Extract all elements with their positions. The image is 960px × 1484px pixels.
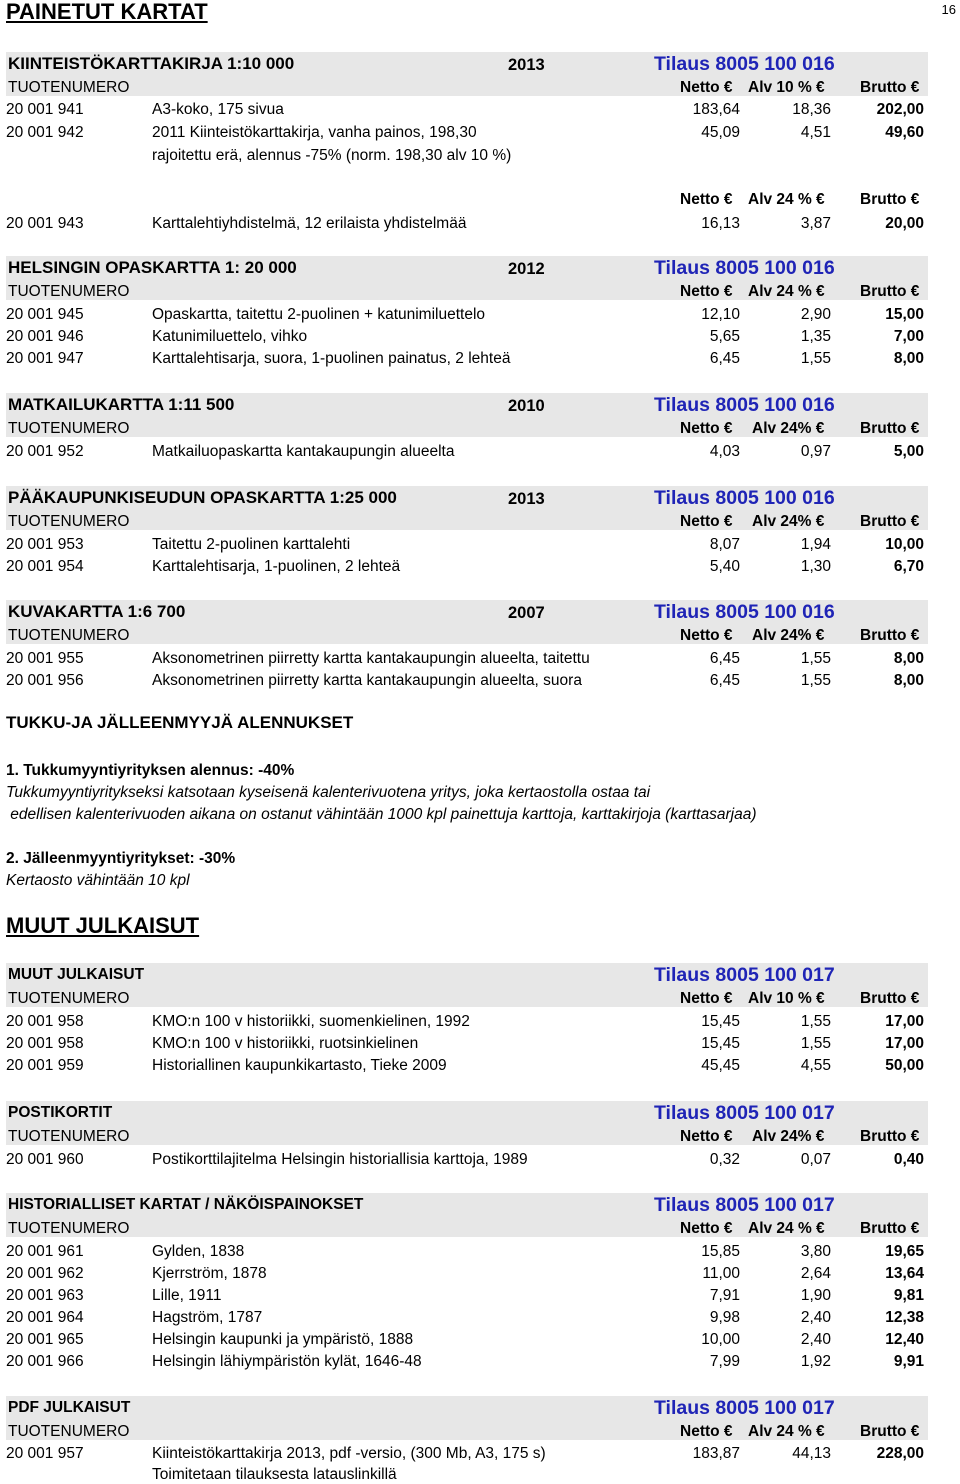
brutto-value: 17,00: [885, 1035, 924, 1052]
section-title: PDF JULKAISUT: [8, 1399, 131, 1416]
section-year: 2012: [508, 260, 545, 278]
column-header-brutto: Brutto €: [860, 1128, 920, 1145]
column-header-netto: Netto €: [680, 1220, 733, 1237]
order-number: Tilaus 8005 100 016: [654, 601, 835, 623]
column-header-netto: Netto €: [680, 1128, 733, 1145]
product-code: 20 001 965: [6, 1331, 84, 1348]
alv-value: 4,51: [800, 124, 831, 141]
product-description: 2011 Kiinteistökarttakirja, vanha painos, 198,30: [152, 124, 477, 141]
brutto-value: 7,00: [893, 328, 924, 345]
product-description-line2: Toimitetaan tilauksesta latauslinkillä: [152, 1466, 397, 1483]
netto-value: 0,32: [709, 1151, 740, 1168]
brutto-value: 202,00: [876, 101, 924, 118]
alv-value: 1,92: [800, 1353, 831, 1370]
alv-value: 1,90: [800, 1287, 831, 1304]
brutto-value: 8,00: [893, 672, 924, 689]
alv-value: 2,40: [800, 1309, 831, 1326]
netto-value: 15,85: [701, 1243, 740, 1260]
order-number: Tilaus 8005 100 017: [654, 1194, 835, 1216]
alv-value: 1,55: [800, 1035, 831, 1052]
product-code: 20 001 966: [6, 1353, 84, 1370]
product-description: Gylden, 1838: [152, 1243, 245, 1260]
section-title: POSTIKORTIT: [8, 1104, 113, 1121]
alv-value: 1,55: [800, 650, 831, 667]
alv-value: 2,90: [800, 306, 831, 323]
alv-value: 3,80: [800, 1243, 831, 1260]
column-header-alv: Alv 24% €: [752, 420, 825, 437]
column-header-netto: Netto €: [680, 79, 733, 96]
product-code: 20 001 958: [6, 1035, 84, 1052]
alv-value: 4,55: [800, 1057, 831, 1074]
netto-value: 15,45: [701, 1035, 740, 1052]
product-code: 20 001 959: [6, 1057, 84, 1074]
column-header-brutto: Brutto €: [860, 627, 920, 644]
brutto-value: 19,65: [885, 1243, 924, 1260]
netto-value: 45,09: [701, 124, 740, 141]
product-code: 20 001 942: [6, 124, 84, 141]
product-description: Lille, 1911: [152, 1287, 222, 1304]
alv-value: 1,55: [800, 350, 831, 367]
product-code: 20 001 954: [6, 558, 84, 575]
column-header-netto: Netto €: [680, 283, 733, 300]
netto-value: 11,00: [702, 1265, 740, 1282]
brutto-value: 8,00: [893, 650, 924, 667]
brutto-value: 50,00: [885, 1057, 924, 1074]
brutto-value: 9,91: [893, 1353, 924, 1370]
alv-value: 3,87: [800, 215, 831, 232]
column-header-netto: Netto €: [680, 191, 733, 208]
column-header-alv: Alv 24% €: [752, 513, 825, 530]
product-description: Aksonometrinen piirretty kartta kantakaupungin alueelta, taitettu: [152, 650, 590, 667]
netto-value: 15,45: [701, 1013, 740, 1030]
product-description-line2: rajoitettu erä, alennus -75% (norm. 198,30 alv 10 %): [152, 147, 512, 164]
brutto-value: 12,40: [885, 1331, 924, 1348]
order-number: Tilaus 8005 100 017: [654, 1102, 835, 1124]
column-header-alv: Alv 24 % €: [748, 283, 825, 300]
column-header-code: TUOTENUMERO: [8, 990, 130, 1007]
column-header-code: TUOTENUMERO: [8, 283, 130, 300]
discount-1-title: 1. Tukkumyyntiyrityksen alennus: -40%: [6, 762, 295, 779]
column-header-netto: Netto €: [680, 1423, 733, 1440]
netto-value: 5,65: [709, 328, 740, 345]
brutto-value: 6,70: [893, 558, 924, 575]
alv-value: 1,55: [800, 1013, 831, 1030]
order-number: Tilaus 8005 100 017: [654, 1397, 835, 1419]
alv-value: 2,40: [800, 1331, 831, 1348]
section-title: HISTORIALLISET KARTAT / NÄKÖISPAINOKSET: [8, 1196, 364, 1213]
product-description: Helsingin kaupunki ja ympäristö, 1888: [152, 1331, 414, 1348]
column-header-code: TUOTENUMERO: [8, 79, 130, 96]
product-description: Karttalehtiyhdistelmä, 12 erilaista yhdistelmää: [152, 215, 467, 232]
netto-value: 7,99: [709, 1353, 740, 1370]
page-number: 16: [941, 2, 956, 17]
discount-2-title: 2. Jälleenmyyntiyritykset: -30%: [6, 850, 236, 867]
product-description: Matkailuopaskartta kantakaupungin alueelta: [152, 443, 455, 460]
alv-value: 1,94: [800, 536, 831, 553]
alv-value: 1,30: [800, 558, 831, 575]
brutto-value: 13,64: [885, 1265, 924, 1282]
column-header-code: TUOTENUMERO: [8, 627, 130, 644]
column-header-code: TUOTENUMERO: [8, 1220, 130, 1237]
product-code: 20 001 945: [6, 306, 84, 323]
section-title: MATKAILUKARTTA 1:11 500: [8, 395, 235, 414]
product-description: Taitettu 2-puolinen karttalehti: [152, 536, 351, 553]
column-header-alv: Alv 24 % €: [748, 1220, 825, 1237]
product-code: 20 001 946: [6, 328, 84, 345]
product-description: A3-koko, 175 sivua: [152, 101, 284, 118]
brutto-value: 12,38: [885, 1309, 924, 1326]
product-description: Historiallinen kaupunkikartasto, Tieke 2009: [152, 1057, 447, 1074]
alv-value: 2,64: [800, 1265, 831, 1282]
netto-value: 183,87: [692, 1445, 740, 1462]
brutto-value: 8,00: [893, 350, 924, 367]
brutto-value: 17,00: [885, 1013, 924, 1030]
column-header-netto: Netto €: [680, 990, 733, 1007]
product-code: 20 001 960: [6, 1151, 84, 1168]
netto-value: 6,45: [709, 650, 740, 667]
netto-value: 6,45: [709, 672, 740, 689]
brutto-value: 10,00: [885, 536, 924, 553]
column-header-netto: Netto €: [680, 420, 733, 437]
column-header-netto: Netto €: [680, 513, 733, 530]
product-code: 20 001 955: [6, 650, 84, 667]
order-number: Tilaus 8005 100 016: [654, 487, 835, 509]
brutto-value: 5,00: [893, 443, 924, 460]
order-number: Tilaus 8005 100 016: [654, 394, 835, 416]
section-title: HELSINGIN OPASKARTTA 1: 20 000: [8, 258, 297, 277]
product-code: 20 001 963: [6, 1287, 84, 1304]
column-header-alv: Alv 24% €: [752, 627, 825, 644]
netto-value: 16,13: [701, 215, 740, 232]
product-code: 20 001 964: [6, 1309, 84, 1326]
product-description: Karttalehtisarja, suora, 1-puolinen painatus, 2 lehteä: [152, 350, 511, 367]
product-description: Aksonometrinen piirretty kartta kantakaupungin alueelta, suora: [152, 672, 582, 689]
alv-value: 1,55: [800, 672, 831, 689]
page-title: PAINETUT KARTAT: [6, 0, 208, 24]
brutto-value: 228,00: [876, 1445, 924, 1462]
column-header-brutto: Brutto €: [860, 1220, 920, 1237]
column-header-brutto: Brutto €: [860, 990, 920, 1007]
column-header-brutto: Brutto €: [860, 513, 920, 530]
product-description: Kjerrström, 1878: [152, 1265, 267, 1282]
other-publications-heading: MUUT JULKAISUT: [6, 913, 200, 938]
section-year: 2013: [508, 56, 545, 74]
column-header-code: TUOTENUMERO: [8, 420, 130, 437]
product-description: Katunimiluettelo, vihko: [152, 328, 308, 345]
product-code: 20 001 952: [6, 443, 84, 460]
order-number: Tilaus 8005 100 016: [654, 53, 835, 75]
order-number: Tilaus 8005 100 017: [654, 964, 835, 986]
column-header-brutto: Brutto €: [860, 1423, 920, 1440]
product-code: 20 001 953: [6, 536, 84, 553]
section-title: PÄÄKAUPUNKISEUDUN OPASKARTTA 1:25 000: [8, 488, 397, 507]
alv-value: 0,97: [800, 443, 831, 460]
alv-value: 0,07: [800, 1151, 831, 1168]
netto-value: 10,00: [701, 1331, 740, 1348]
product-code: 20 001 962: [6, 1265, 84, 1282]
brutto-value: 9,81: [893, 1287, 924, 1304]
netto-value: 7,91: [709, 1287, 740, 1304]
product-description: Opaskartta, taitettu 2-puolinen + katunimiluettelo: [152, 306, 486, 323]
product-code: 20 001 956: [6, 672, 84, 689]
section-year: 2010: [508, 397, 545, 415]
discount-1-text-line2: edellisen kalenterivuoden aikana on ostanut vähintään 1000 kpl painettuja karttoja, karttakirjoja (karttasarjaa): [6, 806, 757, 823]
section-year: 2007: [508, 604, 545, 622]
product-description: Helsingin lähiympäristön kylät, 1646-48: [152, 1353, 422, 1370]
netto-value: 12,10: [701, 306, 740, 323]
product-description: KMO:n 100 v historiikki, suomenkielinen, 1992: [152, 1013, 470, 1030]
netto-value: 6,45: [709, 350, 740, 367]
netto-value: 4,03: [709, 443, 740, 460]
discount-2-text: Kertaosto vähintään 10 kpl: [6, 872, 190, 889]
product-code: 20 001 943: [6, 215, 84, 232]
brutto-value: 20,00: [885, 215, 924, 232]
column-header-netto: Netto €: [680, 627, 733, 644]
product-code: 20 001 958: [6, 1013, 84, 1030]
alv-value: 1,35: [800, 328, 831, 345]
column-header-brutto: Brutto €: [860, 79, 920, 96]
discount-1-text: Tukkumyyntiyritykseksi katsotaan kyseisenä kalenterivuotena yritys, joka kertaostolla ostaa tai: [6, 784, 651, 801]
column-header-alv: Alv 24 % €: [748, 191, 825, 208]
order-number: Tilaus 8005 100 016: [654, 257, 835, 279]
discounts-title: TUKKU-JA JÄLLEENMYYJÄ ALENNUKSET: [6, 713, 354, 732]
netto-value: 5,40: [709, 558, 740, 575]
netto-value: 8,07: [709, 536, 740, 553]
product-description: Kiinteistökarttakirja 2013, pdf -versio, (300 Mb, A3, 175 s): [152, 1445, 546, 1462]
product-description: Hagström, 1787: [152, 1309, 263, 1326]
section-title: KIINTEISTÖKARTTAKIRJA 1:10 000: [8, 54, 295, 73]
netto-value: 9,98: [709, 1309, 740, 1326]
column-header-alv: Alv 24 % €: [748, 1423, 825, 1440]
product-code: 20 001 947: [6, 350, 84, 367]
section-title: KUVAKARTTA 1:6 700: [8, 602, 186, 621]
brutto-value: 49,60: [885, 124, 924, 141]
column-header-code: TUOTENUMERO: [8, 1128, 130, 1145]
column-header-brutto: Brutto €: [860, 283, 920, 300]
alv-value: 44,13: [792, 1445, 831, 1462]
column-header-alv: Alv 10 % €: [748, 990, 825, 1007]
column-header-code: TUOTENUMERO: [8, 513, 130, 530]
column-header-alv: Alv 10 % €: [748, 79, 825, 96]
brutto-value: 0,40: [893, 1151, 924, 1168]
brutto-value: 15,00: [885, 306, 924, 323]
section-title: MUUT JULKAISUT: [8, 966, 145, 983]
section-year: 2013: [508, 490, 545, 508]
product-description: Karttalehtisarja, 1-puolinen, 2 lehteä: [152, 558, 401, 575]
netto-value: 183,64: [692, 101, 740, 118]
product-code: 20 001 957: [6, 1445, 84, 1462]
column-header-brutto: Brutto €: [860, 191, 920, 208]
alv-value: 18,36: [792, 101, 831, 118]
column-header-brutto: Brutto €: [860, 420, 920, 437]
product-description: KMO:n 100 v historiikki, ruotsinkielinen: [152, 1035, 419, 1052]
product-code: 20 001 941: [6, 101, 84, 118]
product-code: 20 001 961: [6, 1243, 84, 1260]
column-header-alv: Alv 24% €: [752, 1128, 825, 1145]
column-header-code: TUOTENUMERO: [8, 1423, 130, 1440]
product-description: Postikorttilajitelma Helsingin historiallisia karttoja, 1989: [152, 1151, 528, 1168]
netto-value: 45,45: [701, 1057, 740, 1074]
